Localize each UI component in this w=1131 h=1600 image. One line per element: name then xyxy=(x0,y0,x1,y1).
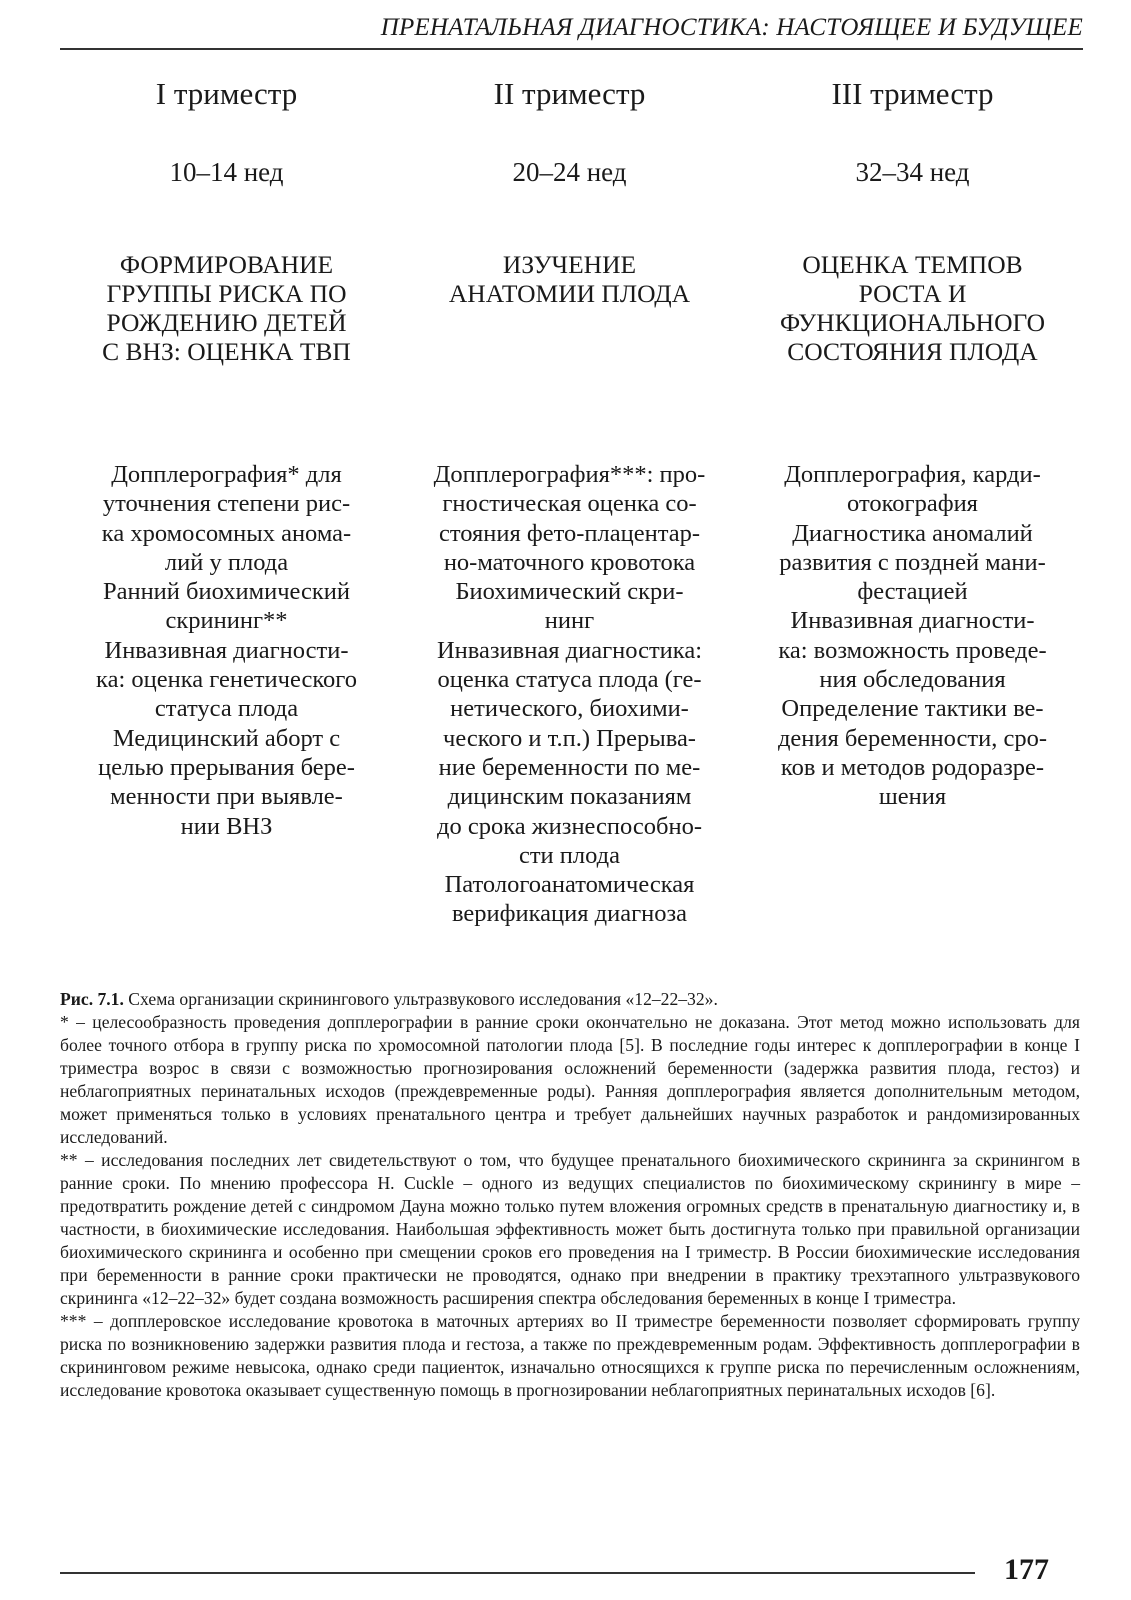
method-line: скрининг** xyxy=(165,607,288,635)
method-line: отокография xyxy=(847,490,978,518)
caption-text: Схема организации скринингового ультразвукового исследования «12–22–32». xyxy=(123,989,718,1009)
method-line: сти плода xyxy=(518,841,621,869)
goal-line: СОСТОЯНИЯ ПЛОДА xyxy=(787,337,1038,366)
method-line: уточнения степени рис- xyxy=(102,490,351,518)
method-line: статуса плода xyxy=(154,695,299,723)
goal-line: ИЗУЧЕНИЕ xyxy=(502,250,637,279)
method-line: стояния фето-плацентар- xyxy=(438,519,701,547)
goal-line: РОСТА И xyxy=(858,279,967,308)
goal-line: ФОРМИРОВАНИЕ xyxy=(119,250,334,279)
method-line: ка хромосомных анома- xyxy=(101,519,352,547)
figure-footnotes xyxy=(60,988,1080,1402)
method-line: верификация диагноза xyxy=(451,900,688,928)
method-line: гностическая оценка со- xyxy=(442,490,697,518)
caption-label: Рис. 7.1. xyxy=(60,989,124,1009)
footnote-3: *** – допплеровское исследование кровотока в маточных артериях во II триместре беременности позволяет сформировать группу риска по возникновению задержки развития плода и гестоза, а также по преждевременным родам. Эффективность допплерографии в скрининговом режиме невысока, однако среди пациенток, изначально относящихся к группе риска по перечисленным осложнениям, исследование кровотока оказывает существенную помощь в прогнозировании неблагоприятных перинатальных исходов [6]. xyxy=(60,1311,1080,1400)
figure-caption xyxy=(60,988,1080,1011)
running-header: ПРЕНАТАЛЬНАЯ ДИАГНОСТИКА: НАСТОЯЩЕЕ И БУДУЩЕЕ xyxy=(380,14,1083,41)
goal-line: ФУНКЦИОНАЛЬНОГО xyxy=(779,308,1046,337)
method-line: Диагностика аномалий xyxy=(792,519,1033,547)
method-line: Инвазивная диагности- xyxy=(104,636,349,664)
method-line: Инвазивная диагностика: xyxy=(436,636,703,664)
method-line: оценка статуса плода (ге- xyxy=(437,666,702,694)
trimester-column-1 xyxy=(55,72,398,929)
method-line: нинг xyxy=(544,607,595,635)
trimester-methods xyxy=(398,460,741,929)
method-line: Медицинский аборт с xyxy=(112,724,341,752)
method-line: Определение тактики ве- xyxy=(781,695,1044,723)
method-line: но-маточного кровотока xyxy=(443,548,696,576)
method-line: менности при выявле- xyxy=(110,783,343,811)
method-line: ческого и т.п.) Прерыва- xyxy=(443,724,696,752)
footer-rule xyxy=(60,1572,975,1574)
method-line: нии ВНЗ xyxy=(180,812,273,840)
method-line: нетического, биохими- xyxy=(450,695,689,723)
trimester-goal xyxy=(55,250,398,460)
trimester-weeks: 20–24 нед xyxy=(512,157,627,187)
method-line: Биохимический скри- xyxy=(455,578,684,606)
method-line: развития с поздней мани- xyxy=(779,548,1046,576)
method-line: Патологоанатомическая xyxy=(444,871,695,899)
goal-line: С ВНЗ: ОЦЕНКА ТВП xyxy=(102,337,351,366)
method-line: дения беременности, сро- xyxy=(777,724,1048,752)
trimester-column-2 xyxy=(398,72,741,929)
method-line: шения xyxy=(878,783,947,811)
method-line: целью прерывания бере- xyxy=(98,753,355,781)
trimester-weeks: 10–14 нед xyxy=(169,157,284,187)
page-number: 177 xyxy=(1004,1553,1049,1586)
header-rule xyxy=(60,48,1083,50)
trimester-goal xyxy=(741,250,1084,460)
footnote-1: * – целесообразность проведения допплерографии в ранние сроки окончательно не доказана. Этот метод можно использовать для более точного отбора в группу риска по хромосомной патологии плода [5]. В последние годы интерес к допплерографии в конце I триместра возрос в связи с возможностью прогнозирования осложнений беременности (задержка развития плода, гестоз) и неблагоприятных перинатальных исходов (преждевременные роды). Ранняя допплерография является дополнительным методом, может применяться только в условиях пренатального центра и требует дальнейших научных разработок и рандомизированных исследований. xyxy=(60,1012,1080,1147)
goal-line: АНАТОМИИ ПЛОДА xyxy=(448,279,691,308)
trimester-title: I триместр xyxy=(155,76,298,111)
method-line: Инвазивная диагности- xyxy=(790,607,1035,635)
goal-line: ГРУППЫ РИСКА ПО xyxy=(106,279,347,308)
method-line: фестацией xyxy=(857,578,968,606)
method-line: ка: оценка генетического xyxy=(96,666,357,694)
trimester-scheme xyxy=(55,72,1085,929)
trimester-title: III триместр xyxy=(831,76,994,111)
trimester-column-3 xyxy=(741,72,1084,929)
method-line: ка: возможность проведе- xyxy=(778,636,1047,664)
trimester-title: II триместр xyxy=(493,76,646,111)
trimester-weeks: 32–34 нед xyxy=(855,157,970,187)
method-line: Допплерография***: про- xyxy=(433,461,706,488)
trimester-goal xyxy=(398,250,741,460)
method-line: лий у плода xyxy=(164,548,289,576)
method-line: Ранний биохимический xyxy=(102,578,351,606)
footnote-2: ** – исследования последних лет свидетельствуют о том, что будущее пренатального биохимического скрининга за скринингом в ранние сроки. По мнению профессора H. Cuckle – одного из ведущих специалистов по биохимическому скринингу в мире – предотвратить рождение детей с синдромом Дауна можно только путем вложения огромных средств в пренатальную диагностику и, в частности, в биохимические исследования. Наибольшая эффективность может быть достигнута только при правильной организации биохимического скрининга и особенно при смещении сроков его проведения на I триместр. В России биохимические исследования при беременности в ранние сроки практически не проводятся, однако при внедрении в практику трехэтапного ультразвукового скрининга «12–22–32» будет создана возможность расширения спектра обследования беременных в конце I триместра. xyxy=(60,1150,1080,1308)
method-line: Допплерография, карди- xyxy=(784,461,1041,488)
method-line: ние беременности по ме- xyxy=(438,753,701,781)
method-line: ния обследования xyxy=(819,666,1006,694)
method-line: Допплерография* для xyxy=(111,461,342,488)
goal-line: ОЦЕНКА ТЕМПОВ xyxy=(802,250,1023,279)
trimester-methods xyxy=(55,460,398,841)
method-line: до срока жизнеспособно- xyxy=(436,812,702,840)
goal-line: РОЖДЕНИЮ ДЕТЕЙ xyxy=(106,308,347,337)
method-line: дицинским показаниям xyxy=(447,783,692,811)
trimester-methods xyxy=(741,460,1084,812)
method-line: ков и методов родоразре- xyxy=(780,753,1045,781)
